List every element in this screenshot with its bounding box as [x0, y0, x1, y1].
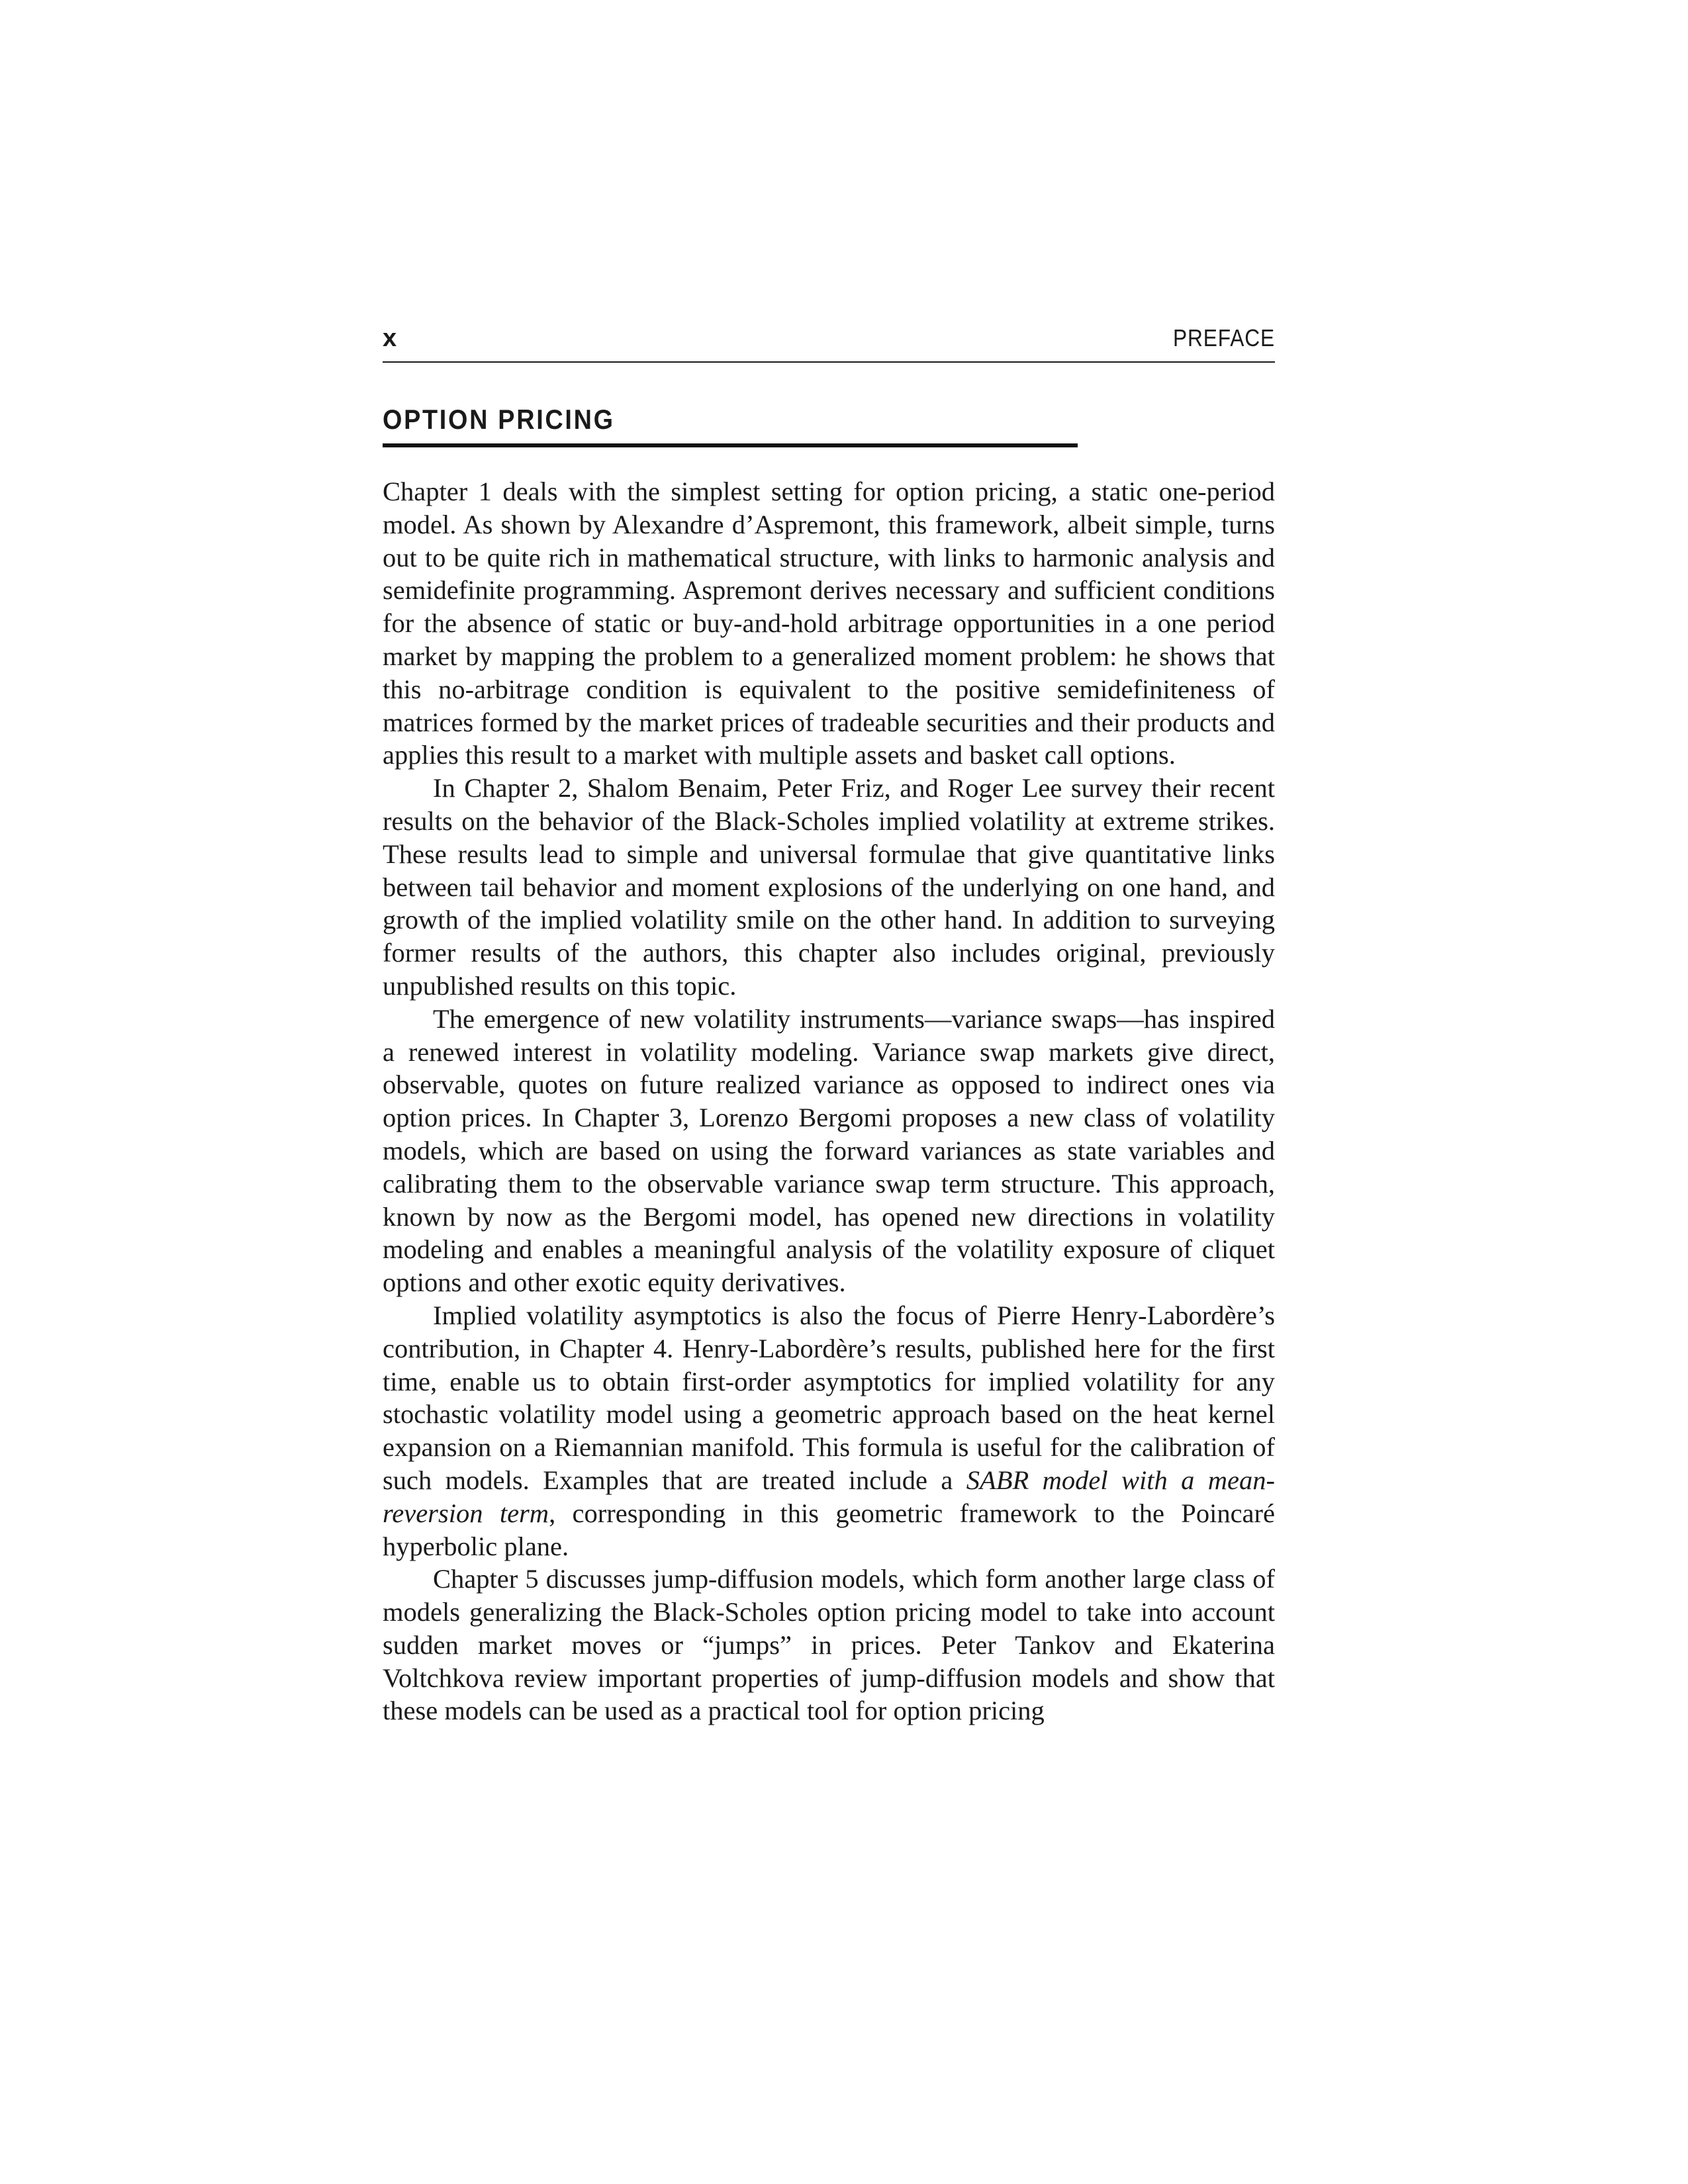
section-title: OPTION PRICING [383, 404, 615, 435]
running-title: PREFACE [1172, 324, 1275, 351]
paragraph-chapter-5: Chapter 5 discusses jump-diffusion models, which form another large class of models generalizing the Black-Scholes option pricing model to take into account sudden market moves or “jumps” in prices. Peter Tankov and Ekaterina Voltchkova review important properties of jump-diffusion models and show that these models can be used as a practical tool for option pricing [383, 1564, 1275, 1726]
paragraph-chapter-3: The emergence of new volatility instruments—variance swaps—has inspired a renewed interest in volatility modeling. Variance swap markets give direct, observable, quotes on future realized variance as opposed to indirect ones via option prices. In Chapter 3, Lorenzo Bergomi proposes a new class of volatility models, which are based on using the forward variances as state variables and calibrating them to the observable variance swap term structure. This approach, known by now as the Bergomi model, has opened new directions in volatility modeling and enables a meaningful analysis of the volatility exposure of cliquet options and other exotic equity derivatives. [383, 1003, 1275, 1298]
running-head [383, 324, 1275, 363]
page-number: x [383, 324, 398, 352]
body-text [383, 475, 1275, 1727]
section-heading [383, 404, 1078, 447]
paragraph-chapter-4 [383, 1299, 1275, 1563]
paragraph-text: Implied volatility asymptotics is also the focus of Pierre Henry-Labordère’s contribution, in Chapter 4. Henry-Labordère’s results, published here for the first time, enable us to obtain first-order asymptotics for implied volatility for any stochastic volatility model using a geometric approach based on the heat kernel expansion on a Riemannian manifold. This formula is useful for the calibration of such models. Examples that are treated include a [383, 1300, 1275, 1495]
emphasized-model-name: SABR model with a mean-reversion term [383, 1465, 1275, 1528]
paragraph-chapter-1: Chapter 1 deals with the simplest setting for option pricing, a static one-period model. As shown by Alexandre d’Aspremont, this framework, albeit simple, turns out to be quite rich in mathematical structure, with links to harmonic analysis and semidefinite programming. Aspremont derives necessary and sufficient conditions for the absence of static or buy-and-hold arbitrage opportunities in a one period market by mapping the problem to a generalized moment problem: he shows that this no-arbitrage condition is equivalent to the positive semidefiniteness of matrices formed by the market prices of tradeable securities and their products and applies this result to a market with multiple assets and basket call options. [383, 477, 1275, 770]
paragraph-chapter-2: In Chapter 2, Shalom Benaim, Peter Friz, and Roger Lee survey their recent results on the behavior of the Black-Scholes implied volatility at extreme strikes. These results lead to simple and universal formulae that give quantitative links between tail behavior and moment explosions of the underlying on one hand, and growth of the implied volatility smile on the other hand. In addition to surveying former results of the authors, this chapter also includes original, previously unpublished results on this topic. [383, 773, 1275, 1001]
paragraph-text: , corresponding in this geometric framework to the Poincaré hyperbolic plane. [383, 1498, 1275, 1561]
